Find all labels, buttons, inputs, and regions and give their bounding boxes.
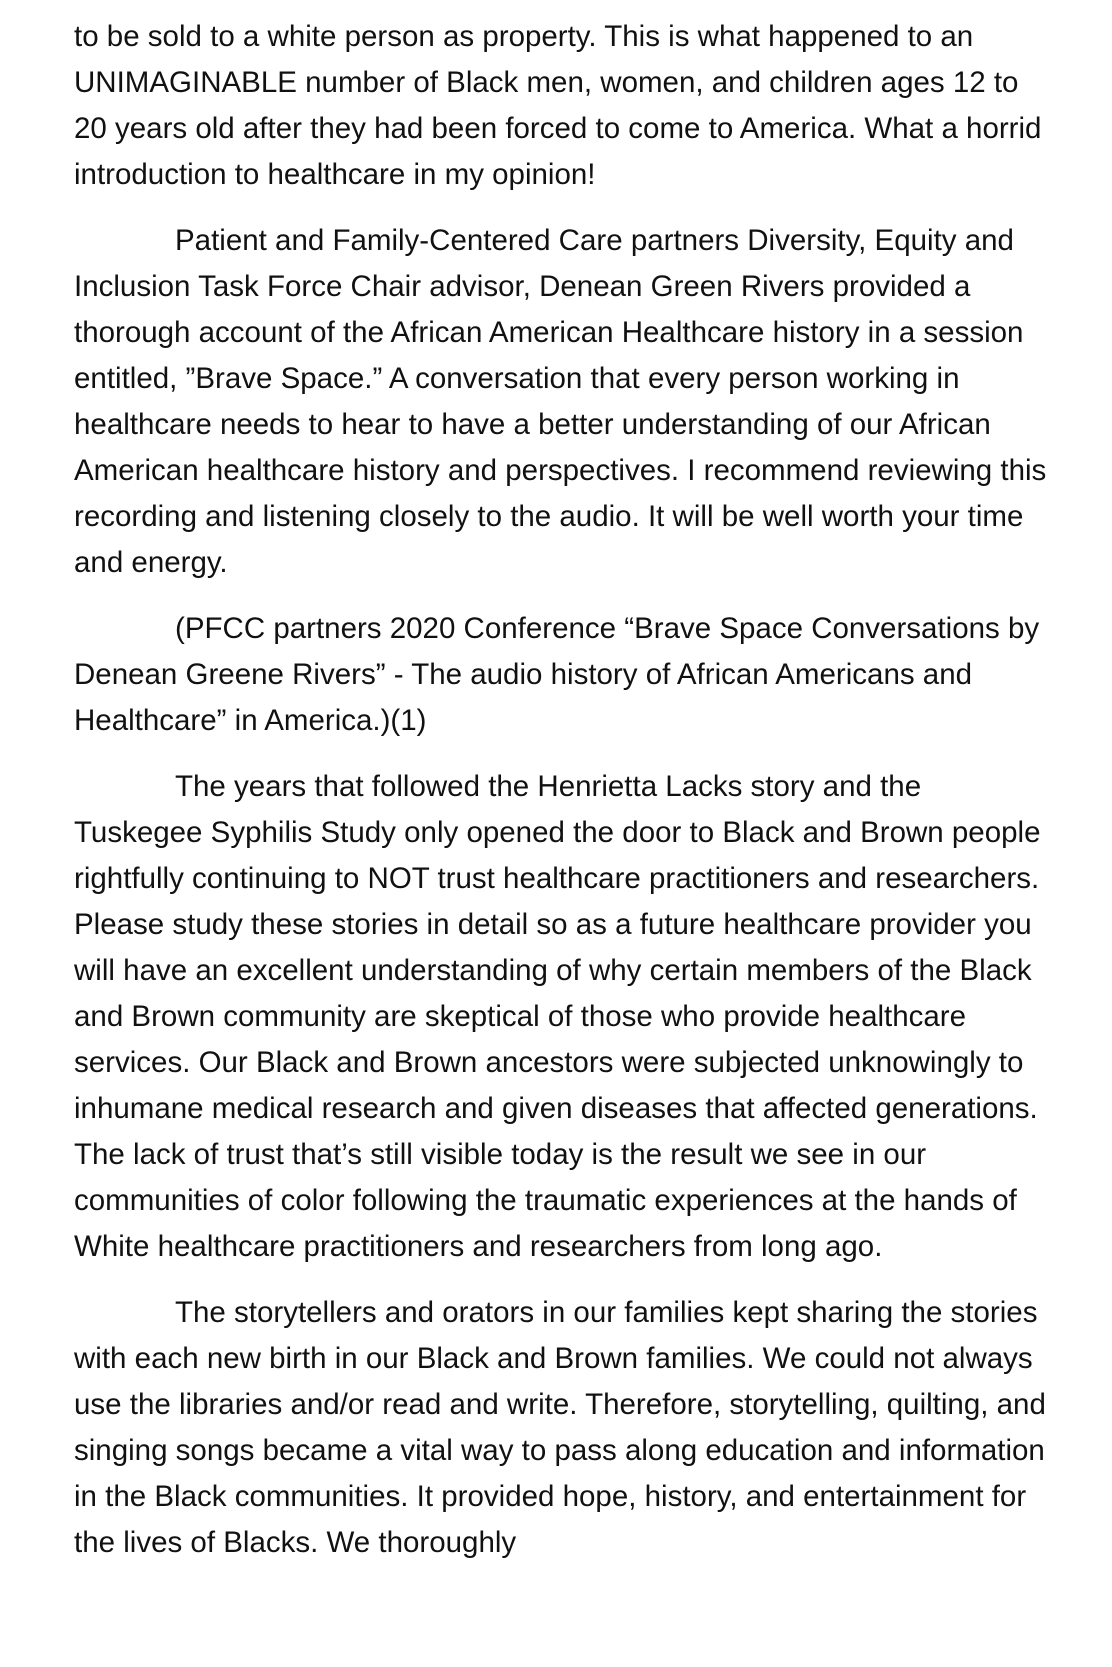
paragraph-trust-history: The years that followed the Henrietta Lacks story and the Tuskegee Syphilis Study only opened the door to Black and Brown people rightfully continuing to NOT trust healthcare practitioners and researchers. Please study these stories in detail so as a future healthcare provider you will have an excellent understanding of why certain members of the Black and Brown community are skeptical of those who provide healthcare services. Our Black and Brown ancestors were subjected unknowingly to inhumane medical research and given diseases that affected generations. The lack of trust that’s still visible today is the result we see in our communities of color following the traumatic experiences at the hands of White healthcare practitioners and researchers from long ago.	[74, 770, 1041, 1263]
paragraph-sale-as-property: to be sold to a white person as property. This is what happened to an UNIMAGINABLE number of Black men, women, and children ages 12 to 20 years old after they had been forced to come to America. What a horrid introduction to healthcare in my opinion!	[74, 20, 1042, 191]
paragraph-storytellers: The storytellers and orators in our families kept sharing the stories with each new birth in our Black and Brown families. We could not always use the libraries and/or read and write. Therefore, storytelling, quilting, and singing songs became a vital way to pass along education and information in the Black communities. It provided hope, history, and entertainment for the lives of Blacks. We thoroughly	[74, 1296, 1046, 1559]
paragraph-pfcc-citation: (PFCC partners 2020 Conference “Brave Space Conversations by Denean Greene Rivers” - The audio history of African Americans and Healthcare” in America.)(1)	[74, 612, 1040, 737]
paragraph-brave-space-session: Patient and Family-Centered Care partners Diversity, Equity and Inclusion Task Force Chair advisor, Denean Green Rivers provided a thorough account of the African American Healthcare history in a session entitled, ”Brave Space.” A conversation that every person working in healthcare needs to hear to have a better understanding of our African American healthcare history and perspectives. I recommend reviewing this recording and listening closely to the audio. It will be well worth your time and energy.	[74, 224, 1047, 579]
